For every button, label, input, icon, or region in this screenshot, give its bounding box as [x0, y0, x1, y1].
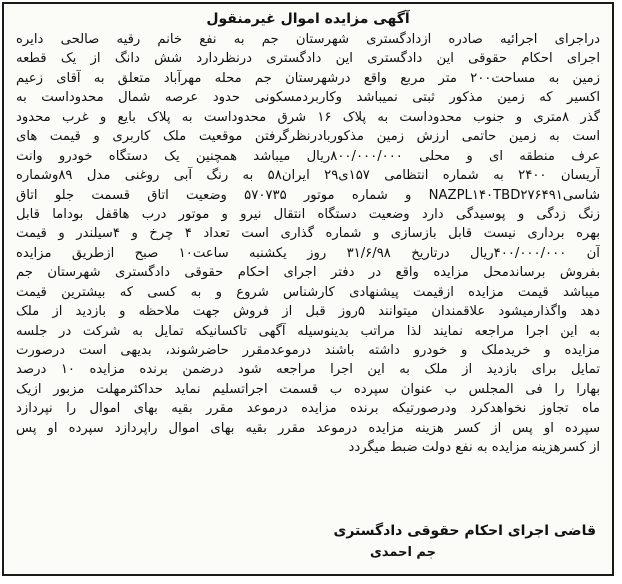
notice-body [16, 30, 600, 458]
notice-line: تمایل برای بازدید از ملک به این اجرا مراجعه شود درضمن برنده مزایده ۱۰ درصد [16, 362, 600, 378]
notice-title: آگهی مزایده اموال غیرمنقول [206, 11, 410, 27]
notice-line: آن ۴۰۰/۰۰۰/۰۰۰ریال درتاریخ ۳۱/۶/۹۸ روز یکشنبه ساعت۱۰ صبح ازطریق مزایده [16, 245, 600, 261]
notice-line: بهره برداری نیست قابل بازسازی و شماره گذاری است تعداد ۴ چرخ و ۴سیلندر و قیمت [16, 226, 600, 242]
notice-line: آریسان ۲۴۰۰ به شماره انتظامی ۱۵۷ی۲۹ ایران۵۸ به رنگ آبی روغنی مدل ۸۹وشماره [16, 168, 600, 184]
notice-line: از کسرهزینه مزایده به نفع دولت ضبط میگردد [348, 440, 600, 456]
notice-line: دهد واگذارمیشود علاقمندان میتوانند ۵روز قبل از فروش جهت ملاحظه و بازدید از ملک [16, 304, 600, 320]
notice-line: است به زمین حاتمی ارزش زمین مذکوربادرنظرگرفتن موقعیت ملک کاربری و قیمت های [16, 129, 600, 145]
notice-line: شاسیNAZPL۱۴۰TBD۲۷۶۴۹۱ و شماره موتور ۵۷۰۷۳۵ وضعیت اتاق قسمت جلو اتاق [16, 187, 600, 203]
notice-line: عرف منطقه ای و محلی ۸۰۰/۰۰۰/۰۰۰ریال میباشد همچنین یک دستگاه خودرو وانت [16, 148, 600, 164]
notice-line: به این اجرا مراجعه نمایند لذا مراتب بدینوسیله آگهی تاکسانیکه تمایل به شرکت در جلسه [16, 323, 600, 339]
signature-name: جم احمدی [369, 545, 436, 560]
notice-line: دراجرای اجرائیه صادره ازدادگستری شهرستان جم به نفع خانم رقیه صالحی دایره [16, 32, 600, 47]
signature-block [334, 520, 596, 564]
notice-line: مزایده و خریدملک و خودرو داشته باشند درموعدمقرر حاضرشوند، بدیهی است درصورت [16, 343, 600, 358]
notice-line: بفروش برساندمحل مزایده واقع در دفتر اجرای احکام حقوقی دادگستری شهرستان جم [16, 265, 600, 281]
notice-line: میباشد قیمت مزایده ازقیمت پیشنهادی کارشناس شروع و به کسی که بیشترین قیمت [16, 284, 600, 300]
notice-line: اجرای احکام حقوقی این دادگستری این دادگستری درنظردارد شش دانگ از یک قطعه [16, 51, 600, 67]
legal-notice-card [2, 2, 614, 576]
notice-line: سپرده او پس از کسر هزینه مزایده درموعد مقرر بقیه بهای اموال راپردازد سپرده او پس [16, 420, 600, 436]
notice-line: گذر ۸متری و جنوب محدوداست به پلاک ۱۶ شرق محدوداست به پلاک بایع و غرب محدود [16, 109, 600, 125]
notice-line: اکسیر که زمین مذکور ثبتی نمیباشد وکاربردمسکونی حدود عرصه شمال محدوداست به [16, 90, 600, 106]
notice-line: ماه تجاوز نخواهدکرد ودرصورتیکه برنده مزایده درموعد مقرر بقیه بهای اموال را نپردازد [16, 401, 600, 417]
signature-title: قاضی اجرای احکام حقوقی دادگستری [333, 523, 596, 539]
notice-line: زمین به مساحت۲۰۰ متر مربع واقع درشهرستان جم محله مهرآباد متعلق به آقای زعیم [16, 70, 600, 86]
notice-line: بهارا را فی المجلس ب عنوان سپرده ب قسمت اجراتسلیم نماید حداکثرمهلت مزبور ازیک [16, 381, 600, 397]
notice-line: زنگ زدگی و پوسیدگی دارد وضعیت دستگاه انتقال نیرو و موتور درب هاقفل بوداما قابل [16, 206, 600, 222]
